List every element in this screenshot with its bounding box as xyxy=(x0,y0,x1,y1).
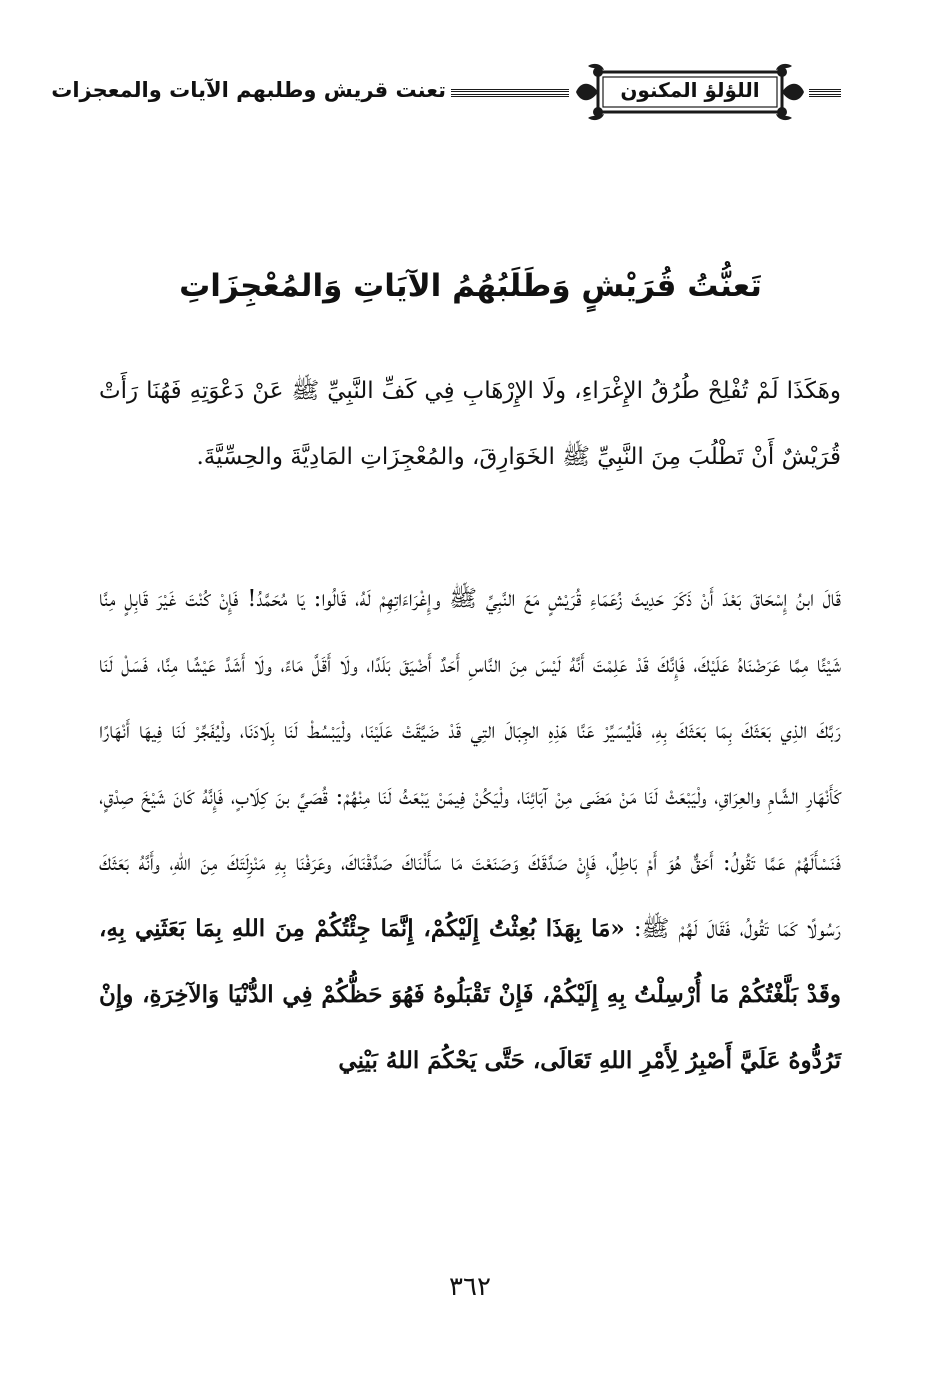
section-heading: تَعنُّتُ قُرَيْشٍ وَطَلَبُهُمُ الآيَاتِ وَالمُعْجِزَاتِ xyxy=(179,268,762,304)
paragraph-2-narration: قَالَ ابنُ إِسْحَاقَ بَعْدَ أَنْ ذَكَرَ حَدِيثَ زُعَمَاءِ قُرَيْشٍ مَعَ النَّبِيِّ ﷺ وإِغْرَاءَاتِهِمْ لَهُ، قَالُوا: يَا مُحَمَّدُ! فَإِنْ كُنْتَ غَيْرَ قَابِلٍ مِنَّا شَيْئًا مِمَّا عَرَضْنَاهُ عَلَيْكَ، فَإِنَّكَ قَدْ عَلِمْتَ أَنَّهُ لَيْسَ مِنَ النَّاسِ أَحَدٌ أَضْيَقَ بَلَدًا، ولَا أَقَلَّ مَاءً، ولَا أَشَدَّ عَيْشًا مِنَّا، فَسَلْ لَنَا رَبَّكَ الذِي بَعَثَكَ بِمَا بَعَثَكَ بِهِ، فَلْيُسَيِّرْ عَنَّا هَذِهِ الجِبَالَ التِي قَدْ ضَيَّقَتْ عَلَيْنَا، ولْيَبْسُطْ لَنَا بِلَادَنَا، ولْيُفَجِّرْ لَنَا فِيهَا أَنْهَارًا كَأَنْهَارِ الشَّامِ والعِرَاقِ، ولْيَبْعَثْ لَنَا مَنْ مَضَى مِنْ آبَائِنَا، ولْيَكُنْ فِيمَنْ يَبْعَثُ لَنَا مِنْهُمْ: قُصَيَّ بنَ كِلَابٍ، فَإِنَّهُ كَانَ شَيْخَ صِدْقٍ، فَنَسْأَلَهُمْ عَمَّا تَقُولُ: أَحَقٌّ هُوَ أَمْ بَاطِلٌ، فَإِنْ صَدَّقَكَ وَصَنَعْتَ مَا سَأَلْنَاكَ صَدَّقْنَاكَ، وعَرَفْنَا بِهِ مَنْزِلَتَكَ مِنَ اللهِ، وأَنَّهُ بَعَثَكَ رَسُولًا كَمَا تَقُولُ، فَقَالَ لَهُمْ ﷺ: xyxy=(99,586,842,942)
header-rule-left xyxy=(451,89,569,97)
running-chapter-title: تعنت قريش وطلبهم الآيات والمعجزات xyxy=(51,78,446,102)
book-title: اللؤلؤ المكنون xyxy=(620,78,760,102)
book-title-cartouche xyxy=(574,60,806,124)
running-header xyxy=(51,58,846,130)
paragraph-1: وهَكَذَا لَمْ تُفْلِحْ طُرُقُ الإِغْرَاءِ، ولَا الإِرْهَابِ فِي كَفِّ النَّبِيِّ ﷺ عَنْ دَعْوَتِهِ فَهُنَا رَأَتْ قُرَيْشٌ أَنْ تَطْلُبَ مِنَ النَّبِيِّ ﷺ الخَوَارِقَ، والمُعْجِزَاتِ المَادِيَّةَ والحِسِّيَّةَ. xyxy=(99,378,841,470)
prophet-quote: «مَا بِهَذَا بُعِثْتُ إِلَيْكُمْ، إِنَّمَا جِئْتُكُمْ مِنَ اللهِ بِمَا بَعَثَنِي بِهِ، وقَدْ بَلَّغْتُكُمْ مَا أُرْسِلْتُ بِهِ إِلَيْكُمْ، فَإِنْ تَقْبَلُوهُ فَهُوَ حَظُّكُمْ فِي الدُّنْيَا وَالآخِرَةِ، وإِنْ تَرُدُّوهُ عَلَيَّ أَصْبِرُ لِأَمْرِ اللهِ تَعَالَى، حَتَّى يَحْكُمَ اللهُ بَيْنِي xyxy=(99,915,841,1074)
header-rule-right xyxy=(809,89,841,97)
paragraph-2 xyxy=(99,566,841,1094)
page-number: ٣٦٢ xyxy=(449,1272,491,1302)
